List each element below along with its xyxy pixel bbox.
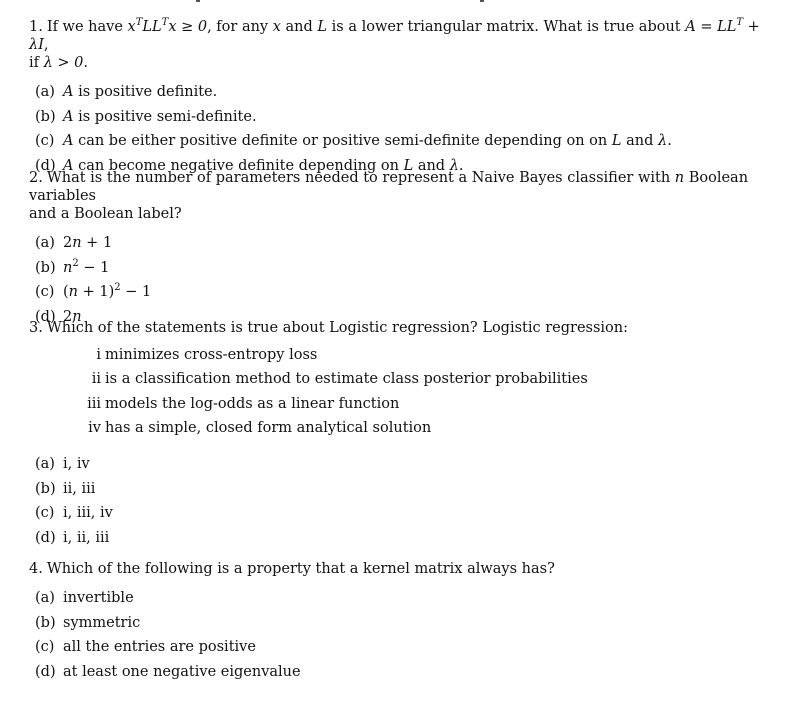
option-label: (d) bbox=[35, 308, 56, 325]
text-span: , for any bbox=[207, 19, 273, 35]
option-a[interactable] bbox=[35, 452, 628, 477]
math-var: A bbox=[63, 108, 74, 125]
math-sup: 2 bbox=[114, 282, 121, 294]
statement-text: models the log-odds as a linear function bbox=[105, 395, 400, 412]
statement-item bbox=[81, 416, 628, 440]
option-text: symmetric bbox=[63, 614, 141, 631]
option-label: (b) bbox=[35, 480, 56, 497]
question-3 bbox=[29, 319, 628, 550]
math-var: n bbox=[72, 308, 82, 325]
math-var: λ bbox=[658, 133, 668, 149]
text-span: and a Boolean label? bbox=[29, 206, 182, 222]
math-var: x bbox=[127, 19, 136, 35]
math-var: n bbox=[63, 259, 73, 276]
statement-item bbox=[81, 367, 628, 391]
option-text: and bbox=[621, 133, 658, 149]
math-var: A = LL bbox=[685, 19, 737, 35]
math-var: A bbox=[63, 133, 74, 149]
option-b[interactable] bbox=[35, 256, 769, 281]
math-var: λ bbox=[449, 157, 459, 174]
math-sup: 2 bbox=[72, 257, 79, 269]
statement-text: has a simple, closed form analytical solution bbox=[105, 419, 432, 436]
option-text: can become negative definite depending on bbox=[73, 157, 404, 174]
cropped-glyph bbox=[196, 0, 200, 2]
statement-item bbox=[81, 392, 628, 416]
option-label: (b) bbox=[35, 259, 56, 276]
math-sup: T bbox=[135, 17, 143, 29]
option-label: (d) bbox=[35, 663, 56, 680]
statement-number: iv bbox=[88, 419, 101, 436]
math-var: LL bbox=[142, 19, 162, 35]
statement-text: minimizes cross-entropy loss bbox=[105, 347, 318, 363]
question-1 bbox=[29, 18, 769, 178]
question-4-options bbox=[35, 586, 555, 684]
option-label: (b) bbox=[35, 108, 56, 125]
question-4-text bbox=[29, 560, 555, 578]
option-text: is positive definite. bbox=[73, 84, 218, 100]
option-label: (a) bbox=[35, 235, 55, 251]
option-label: (b) bbox=[35, 614, 56, 631]
option-d[interactable] bbox=[35, 526, 628, 551]
statement-number: ii bbox=[91, 371, 101, 388]
statement-number: iii bbox=[87, 395, 101, 412]
option-a[interactable] bbox=[35, 80, 769, 105]
statement-text: is a classification method to estimate class posterior probabilities bbox=[105, 371, 588, 388]
question-text: Which of the following is a property that a kernel matrix always has? bbox=[46, 561, 555, 577]
text-span: and bbox=[280, 19, 318, 35]
question-3-options bbox=[35, 452, 628, 550]
option-label: (c) bbox=[35, 505, 55, 522]
text-span: , bbox=[43, 37, 49, 53]
option-text: ii, iii bbox=[63, 480, 96, 497]
math-var: A bbox=[63, 84, 74, 100]
option-text: all the entries are positive bbox=[63, 639, 256, 655]
math-var: λ > 0 bbox=[43, 55, 84, 71]
text-span: Boolean variables bbox=[29, 170, 749, 204]
math-var: n bbox=[68, 284, 79, 300]
math-num: 2 bbox=[63, 235, 73, 251]
option-c[interactable] bbox=[35, 280, 769, 305]
option-a[interactable] bbox=[35, 586, 555, 611]
math-x bbox=[128, 19, 208, 35]
question-number: 1. bbox=[29, 19, 43, 35]
text-span: What is the number of parameters needed to represent a Naive Bayes classifier with bbox=[46, 170, 675, 186]
question-number: 3. bbox=[29, 320, 43, 336]
option-text: is positive semi-definite. bbox=[73, 108, 257, 125]
option-label: (c) bbox=[35, 133, 55, 149]
math-sup: T bbox=[736, 17, 744, 29]
option-text: i, iii, iv bbox=[63, 505, 113, 522]
question-1-options bbox=[35, 80, 769, 178]
math-sup: T bbox=[161, 17, 169, 29]
option-a[interactable] bbox=[35, 231, 769, 256]
text-span: is a lower triangular matrix. What is true about bbox=[327, 19, 686, 35]
option-label: (c) bbox=[35, 284, 55, 300]
math-var: + λI bbox=[29, 19, 760, 53]
option-text: . bbox=[667, 133, 672, 149]
question-3-text bbox=[29, 319, 628, 337]
option-b[interactable] bbox=[35, 611, 555, 636]
math-var: n bbox=[674, 170, 685, 186]
text-span: . bbox=[83, 55, 89, 71]
option-c[interactable] bbox=[35, 129, 769, 154]
option-c[interactable] bbox=[35, 635, 555, 660]
math-var: L bbox=[611, 133, 622, 149]
question-4 bbox=[29, 560, 555, 684]
question-2-text bbox=[29, 169, 769, 223]
option-label: (a) bbox=[35, 84, 55, 100]
option-label: (a) bbox=[35, 456, 55, 473]
option-text: can be either positive definite or positive semi-definite depending on on bbox=[73, 133, 612, 149]
option-c[interactable] bbox=[35, 501, 628, 526]
math-num: 2 bbox=[63, 308, 73, 325]
math-var: L bbox=[317, 19, 328, 35]
option-d[interactable] bbox=[35, 660, 555, 685]
cropped-previous-line bbox=[0, 0, 805, 5]
statement-item bbox=[81, 343, 628, 367]
question-text: Which of the statements is true about Logistic regression? Logistic regression: bbox=[46, 320, 629, 336]
question-number: 2. bbox=[29, 170, 43, 186]
text-span: if bbox=[29, 55, 44, 71]
option-label: (d) bbox=[35, 157, 56, 174]
option-text: at least one negative eigenvalue bbox=[63, 663, 301, 680]
question-2-options bbox=[35, 231, 769, 329]
math-var: x ≥ 0 bbox=[168, 19, 208, 35]
option-b[interactable] bbox=[35, 105, 769, 130]
option-text: . bbox=[458, 157, 464, 174]
math-var: A bbox=[63, 157, 74, 174]
math-var: L bbox=[403, 157, 414, 174]
option-label: (d) bbox=[35, 529, 56, 546]
math-num: + 1) bbox=[78, 284, 115, 300]
question-2 bbox=[29, 169, 769, 329]
math-num: ( bbox=[63, 284, 69, 300]
option-label: (a) bbox=[35, 590, 55, 606]
math-num: − 1 bbox=[78, 259, 110, 276]
text-span: If we have bbox=[46, 19, 128, 35]
option-b[interactable] bbox=[35, 477, 628, 502]
option-label: (c) bbox=[35, 639, 55, 655]
question-number: 4. bbox=[29, 561, 43, 577]
math-num: − 1 bbox=[120, 284, 152, 300]
option-text: invertible bbox=[63, 590, 134, 606]
statement-list bbox=[81, 343, 628, 440]
math-var: x bbox=[272, 19, 281, 35]
math-num: + 1 bbox=[81, 235, 113, 251]
math-var: n bbox=[72, 235, 82, 251]
option-text: i, iv bbox=[63, 456, 90, 473]
cropped-glyph bbox=[480, 0, 484, 2]
option-text: i, ii, iii bbox=[63, 529, 110, 546]
question-1-text bbox=[29, 18, 769, 72]
option-text: and bbox=[413, 157, 450, 174]
statement-number: i bbox=[96, 347, 101, 363]
